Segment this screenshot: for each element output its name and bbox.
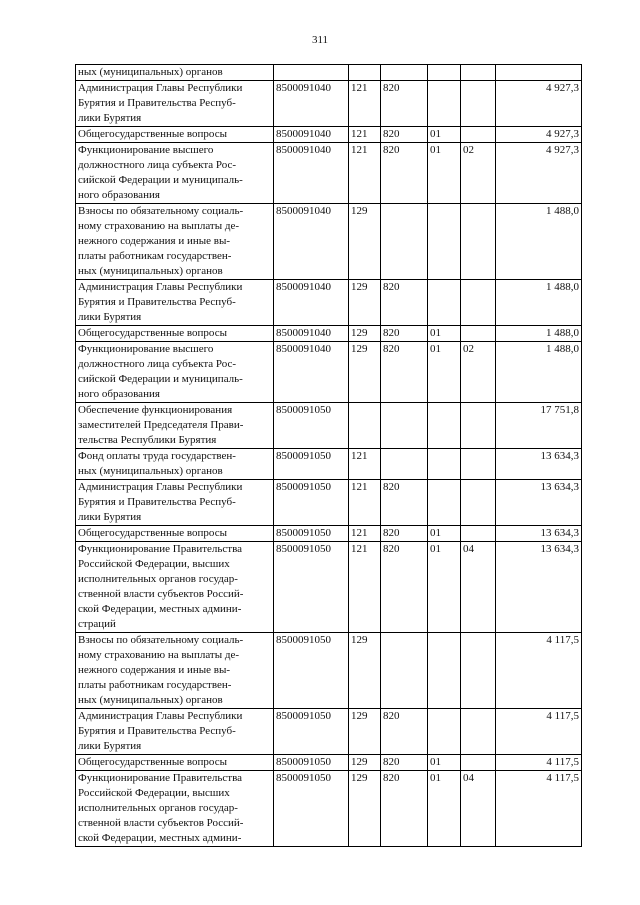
item-name-line: Функционирование Правительства [78, 543, 243, 555]
target-article-cell: 8500091040 [274, 127, 349, 143]
section-cell [428, 633, 461, 709]
amount-cell: 13 634,3 [496, 526, 582, 542]
administrator-code-cell: 820 [381, 81, 428, 127]
item-name-line: Бурятия и Правительства Респуб- [78, 97, 236, 109]
item-name-line: Администрация Главы Республики [78, 481, 243, 493]
section-cell: 01 [428, 526, 461, 542]
item-name-line: исполнительных органов государ- [78, 573, 238, 585]
expense-type-cell: 129 [349, 755, 381, 771]
section-cell: 01 [428, 342, 461, 403]
subsection-cell [461, 204, 496, 280]
expense-type-cell: 121 [349, 480, 381, 526]
item-name-line: Взносы по обязательному социаль- [78, 634, 244, 646]
amount-cell: 4 927,3 [496, 81, 582, 127]
expense-type-cell [349, 403, 381, 449]
subsection-cell [461, 480, 496, 526]
item-name-cell [76, 143, 274, 204]
item-name-line: тельства Республики Бурятия [78, 434, 217, 446]
item-name-line: ному страхованию на выплаты де- [78, 649, 240, 661]
item-name-line: нежного содержания и иные вы- [78, 235, 231, 247]
amount-cell: 4 927,3 [496, 127, 582, 143]
section-cell: 01 [428, 326, 461, 342]
subsection-cell [461, 755, 496, 771]
target-article-cell: 8500091050 [274, 449, 349, 480]
section-cell [428, 480, 461, 526]
item-name-line: Фонд оплаты труда государствен- [78, 450, 236, 462]
budget-table [75, 64, 582, 847]
expense-type-cell: 129 [349, 771, 381, 847]
item-name-line: Бурятия и Правительства Респуб- [78, 296, 236, 308]
item-name-cell [76, 449, 274, 480]
item-name-line: ных (муниципальных) органов [78, 66, 223, 78]
subsection-cell: 04 [461, 542, 496, 633]
expense-type-cell: 129 [349, 326, 381, 342]
item-name-line: исполнительных органов государ- [78, 802, 238, 814]
subsection-cell [461, 403, 496, 449]
item-name-cell [76, 633, 274, 709]
target-article-cell: 8500091050 [274, 542, 349, 633]
item-name-line: Администрация Главы Республики [78, 710, 243, 722]
item-name-line: ного образования [78, 388, 160, 400]
table-row [76, 326, 582, 342]
table-row [76, 542, 582, 633]
item-name-cell [76, 755, 274, 771]
amount-cell: 4 927,3 [496, 143, 582, 204]
item-name-cell [76, 127, 274, 143]
table-row [76, 480, 582, 526]
target-article-cell: 8500091050 [274, 633, 349, 709]
item-name-line: сийской Федерации и муниципаль- [78, 373, 243, 385]
item-name-line: должностного лица субъекта Рос- [78, 159, 237, 171]
expense-type-cell: 121 [349, 81, 381, 127]
item-name-line: Общегосударственные вопросы [78, 327, 227, 339]
subsection-cell [461, 81, 496, 127]
target-article-cell: 8500091050 [274, 709, 349, 755]
item-name-cell [76, 280, 274, 326]
amount-cell: 1 488,0 [496, 342, 582, 403]
section-cell [428, 709, 461, 755]
section-cell: 01 [428, 143, 461, 204]
item-name-cell [76, 480, 274, 526]
item-name-line: Общегосударственные вопросы [78, 527, 227, 539]
item-name-line: заместителей Председателя Прави- [78, 419, 244, 431]
section-cell [428, 204, 461, 280]
item-name-line: лики Бурятия [78, 511, 142, 523]
subsection-cell: 02 [461, 143, 496, 204]
table-row [76, 709, 582, 755]
budget-table-body [76, 65, 582, 847]
expense-type-cell: 129 [349, 633, 381, 709]
item-name-line: Взносы по обязательному социаль- [78, 205, 244, 217]
target-article-cell [274, 65, 349, 81]
expense-type-cell: 129 [349, 342, 381, 403]
target-article-cell: 8500091050 [274, 403, 349, 449]
subsection-cell: 04 [461, 771, 496, 847]
subsection-cell [461, 526, 496, 542]
subsection-cell [461, 280, 496, 326]
subsection-cell [461, 633, 496, 709]
item-name-line: ных (муниципальных) органов [78, 465, 223, 477]
table-row [76, 449, 582, 480]
target-article-cell: 8500091050 [274, 755, 349, 771]
expense-type-cell [349, 65, 381, 81]
section-cell [428, 65, 461, 81]
subsection-cell: 02 [461, 342, 496, 403]
table-row [76, 633, 582, 709]
target-article-cell: 8500091040 [274, 204, 349, 280]
page-number: 311 [311, 34, 329, 46]
item-name-line: платы работникам государствен- [78, 250, 232, 262]
administrator-code-cell: 820 [381, 526, 428, 542]
amount-cell: 1 488,0 [496, 326, 582, 342]
section-cell [428, 403, 461, 449]
administrator-code-cell: 820 [381, 771, 428, 847]
expense-type-cell: 129 [349, 204, 381, 280]
amount-cell: 13 634,3 [496, 449, 582, 480]
item-name-cell [76, 204, 274, 280]
item-name-cell [76, 526, 274, 542]
amount-cell: 4 117,5 [496, 755, 582, 771]
item-name-line: Обеспечение функционирования [78, 404, 233, 416]
item-name-cell [76, 542, 274, 633]
item-name-cell [76, 65, 274, 81]
section-cell [428, 81, 461, 127]
item-name-line: ных (муниципальных) органов [78, 265, 223, 277]
item-name-line: ской Федерации, местных админи- [78, 832, 242, 844]
item-name-line: Бурятия и Правительства Респуб- [78, 725, 236, 737]
target-article-cell: 8500091040 [274, 342, 349, 403]
item-name-line: Функционирование высшего [78, 144, 214, 156]
table-row [76, 127, 582, 143]
expense-type-cell: 121 [349, 449, 381, 480]
expense-type-cell: 129 [349, 280, 381, 326]
subsection-cell [461, 326, 496, 342]
amount-cell [496, 65, 582, 81]
administrator-code-cell [381, 633, 428, 709]
administrator-code-cell: 820 [381, 755, 428, 771]
item-name-cell [76, 81, 274, 127]
item-name-line: Администрация Главы Республики [78, 82, 243, 94]
item-name-line: должностного лица субъекта Рос- [78, 358, 237, 370]
item-name-line: ственной власти субъектов Россий- [78, 817, 244, 829]
table-row [76, 143, 582, 204]
target-article-cell: 8500091040 [274, 326, 349, 342]
section-cell: 01 [428, 755, 461, 771]
target-article-cell: 8500091040 [274, 280, 349, 326]
table-row [76, 280, 582, 326]
item-name-line: ственной власти субъектов Россий- [78, 588, 244, 600]
expense-type-cell: 121 [349, 127, 381, 143]
target-article-cell: 8500091050 [274, 526, 349, 542]
table-row [76, 342, 582, 403]
amount-cell: 17 751,8 [496, 403, 582, 449]
item-name-line: лики Бурятия [78, 112, 142, 124]
item-name-cell [76, 403, 274, 449]
administrator-code-cell: 820 [381, 342, 428, 403]
item-name-line: страций [78, 618, 116, 630]
section-cell [428, 449, 461, 480]
administrator-code-cell [381, 403, 428, 449]
table-row [76, 403, 582, 449]
administrator-code-cell [381, 65, 428, 81]
item-name-cell [76, 771, 274, 847]
expense-type-cell: 121 [349, 542, 381, 633]
amount-cell: 4 117,5 [496, 709, 582, 755]
item-name-line: Администрация Главы Республики [78, 281, 243, 293]
amount-cell: 4 117,5 [496, 633, 582, 709]
amount-cell: 13 634,3 [496, 542, 582, 633]
item-name-line: Российской Федерации, высших [78, 787, 230, 799]
table-row [76, 65, 582, 81]
item-name-cell [76, 342, 274, 403]
section-cell [428, 280, 461, 326]
subsection-cell [461, 127, 496, 143]
section-cell: 01 [428, 127, 461, 143]
administrator-code-cell: 820 [381, 542, 428, 633]
amount-cell: 4 117,5 [496, 771, 582, 847]
expense-type-cell: 121 [349, 526, 381, 542]
subsection-cell [461, 65, 496, 81]
item-name-line: нежного содержания и иные вы- [78, 664, 231, 676]
administrator-code-cell: 820 [381, 280, 428, 326]
subsection-cell [461, 449, 496, 480]
item-name-line: лики Бурятия [78, 311, 142, 323]
item-name-cell [76, 709, 274, 755]
target-article-cell: 8500091040 [274, 81, 349, 127]
item-name-line: Общегосударственные вопросы [78, 128, 227, 140]
amount-cell: 1 488,0 [496, 280, 582, 326]
item-name-line: Функционирование высшего [78, 343, 214, 355]
item-name-line: лики Бурятия [78, 740, 142, 752]
item-name-line: сийской Федерации и муниципаль- [78, 174, 243, 186]
administrator-code-cell: 820 [381, 709, 428, 755]
item-name-line: ской Федерации, местных админи- [78, 603, 242, 615]
item-name-line: платы работникам государствен- [78, 679, 232, 691]
item-name-line: ного образования [78, 189, 160, 201]
item-name-line: Бурятия и Правительства Респуб- [78, 496, 236, 508]
item-name-line: Российской Федерации, высших [78, 558, 230, 570]
table-row [76, 755, 582, 771]
target-article-cell: 8500091050 [274, 771, 349, 847]
administrator-code-cell: 820 [381, 326, 428, 342]
administrator-code-cell: 820 [381, 480, 428, 526]
item-name-line: ных (муниципальных) органов [78, 694, 223, 706]
administrator-code-cell [381, 204, 428, 280]
table-row [76, 81, 582, 127]
administrator-code-cell: 820 [381, 127, 428, 143]
section-cell: 01 [428, 542, 461, 633]
table-row [76, 771, 582, 847]
administrator-code-cell: 820 [381, 143, 428, 204]
section-cell: 01 [428, 771, 461, 847]
amount-cell: 13 634,3 [496, 480, 582, 526]
target-article-cell: 8500091040 [274, 143, 349, 204]
administrator-code-cell [381, 449, 428, 480]
table-row [76, 204, 582, 280]
expense-type-cell: 129 [349, 709, 381, 755]
subsection-cell [461, 709, 496, 755]
target-article-cell: 8500091050 [274, 480, 349, 526]
amount-cell: 1 488,0 [496, 204, 582, 280]
item-name-line: Функционирование Правительства [78, 772, 243, 784]
item-name-cell [76, 326, 274, 342]
expense-type-cell: 121 [349, 143, 381, 204]
table-row [76, 526, 582, 542]
item-name-line: Общегосударственные вопросы [78, 756, 227, 768]
item-name-line: ному страхованию на выплаты де- [78, 220, 240, 232]
